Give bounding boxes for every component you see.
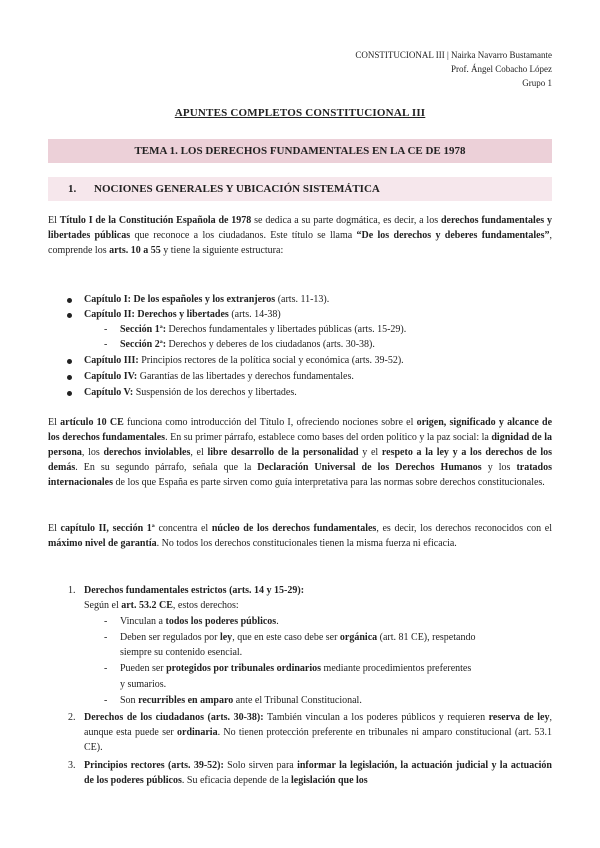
list-text: Según el art. 53.2 CE, estos derechos: bbox=[84, 600, 239, 611]
dash-icon: - bbox=[104, 616, 108, 627]
list-subitem: - Deben ser regulados por ley, que en este caso debe ser orgánica (art. 81 CE), respetando bbox=[104, 632, 476, 643]
numbered-item: 3. Principios rectores (arts. 39-52): Solo sirven para informar la legislación, la actuación judicial y la actuación de los poderes públicos. Su eficacia depende de la legislación que los bbox=[68, 760, 552, 786]
list-subitem: - Son recurribles en amparo ante el Tribunal Constitucional. bbox=[104, 695, 362, 706]
list-subitem: - Sección 2ª: Derechos y deberes de los ciudadanos (arts. 30-38). bbox=[104, 339, 375, 350]
document-title: APUNTES COMPLETOS CONSTITUCIONAL III bbox=[174, 107, 426, 119]
list-item: Capítulo I: De los españoles y los extranjeros (arts. 11-13). bbox=[84, 292, 329, 307]
section-heading bbox=[48, 177, 552, 201]
header-professor: Prof. Ángel Cobacho López bbox=[451, 64, 552, 74]
dash-icon: - bbox=[104, 632, 108, 643]
list-text: siempre su contenido esencial. bbox=[120, 647, 243, 658]
tema-heading: TEMA 1. LOS DERECHOS FUNDAMENTALES EN LA CE DE 1978 bbox=[48, 139, 552, 163]
dash-icon: - bbox=[104, 324, 108, 335]
list-subitem: - Sección 1ª: Derechos fundamentales y libertades públicas (arts. 15-29). bbox=[104, 324, 407, 335]
numbered-item: 1. Derechos fundamentales estrictos (arts. 14 y 15-29): bbox=[68, 585, 305, 596]
dash-icon: - bbox=[104, 339, 108, 350]
list-item: Capítulo II: Derechos y libertades (arts. 14-38) bbox=[84, 307, 281, 322]
numbered-item: 2. Derechos de los ciudadanos (arts. 30-38): También vinculan a los poderes públicos y requieren reserva de ley, aunque esta puede ser ordinaria. No tienen protección preferente en tribunales ni amparo constitucional (art. 53.1 CE). bbox=[68, 712, 552, 753]
header-group: Grupo 1 bbox=[522, 78, 552, 88]
section-title: NOCIONES GENERALES Y UBICACIÓN SISTEMÁTICA bbox=[94, 183, 380, 195]
list-item: Capítulo IV: Garantías de las libertades y derechos fundamentales. bbox=[84, 369, 354, 384]
list-item: Capítulo V: Suspensión de los derechos y libertades. bbox=[84, 385, 297, 400]
bullet-icon bbox=[67, 375, 72, 380]
article-10-paragraph: El artículo 10 CE funciona como introducción del Título I, ofreciendo nociones sobre el origen, significado y alcance de los derechos fundamentales. En su primer párrafo, establece como bases del orden político y la paz social: la dignidad de la persona, los derechos inviolables, el libre desarrollo de la personalidad y el respeto a la ley y a los derechos de los demás. En su segundo párrafo, señala que la Declaración Universal de los Derechos Humanos y los tratados internacionales de los que España es parte sirven como guía interpretativa para las normas sobre derechos constitucionales. bbox=[48, 417, 553, 488]
header-course-author: CONSTITUCIONAL III | Nairka Navarro Bustamante bbox=[355, 50, 552, 60]
page-header bbox=[355, 48, 552, 90]
list-item: Capítulo III: Principios rectores de la política social y económica (arts. 39-52). bbox=[84, 353, 404, 368]
bullet-icon bbox=[67, 391, 72, 396]
dash-icon: - bbox=[104, 663, 108, 674]
list-subitem: - Pueden ser protegidos por tribunales ordinarios mediante procedimientos preferentes bbox=[104, 663, 472, 674]
bullet-icon bbox=[67, 298, 72, 303]
chapter-2-paragraph: El capítulo II, sección 1ª concentra el núcleo de los derechos fundamentales, es decir, los derechos reconocidos con el máximo nivel de garantía. No todos los derechos constitucionales tienen la misma fuerza ni eficacia. bbox=[48, 523, 552, 549]
list-subitem: - Vinculan a todos los poderes públicos. bbox=[104, 616, 279, 627]
dash-icon: - bbox=[104, 695, 108, 706]
intro-paragraph: El Título I de la Constitución Española de 1978 se dedica a su parte dogmática, es decir, a los derechos fundamentales y libertades públicas que reconoce a los ciudadanos. Este título se llama “De los derechos y deberes fundamentales”, comprende los arts. 10 a 55 y tiene la siguiente estructura: bbox=[48, 215, 553, 256]
bullet-icon bbox=[67, 313, 72, 318]
bullet-icon bbox=[67, 359, 72, 364]
section-number: 1. bbox=[68, 183, 77, 195]
list-text: y sumarios. bbox=[120, 679, 167, 690]
